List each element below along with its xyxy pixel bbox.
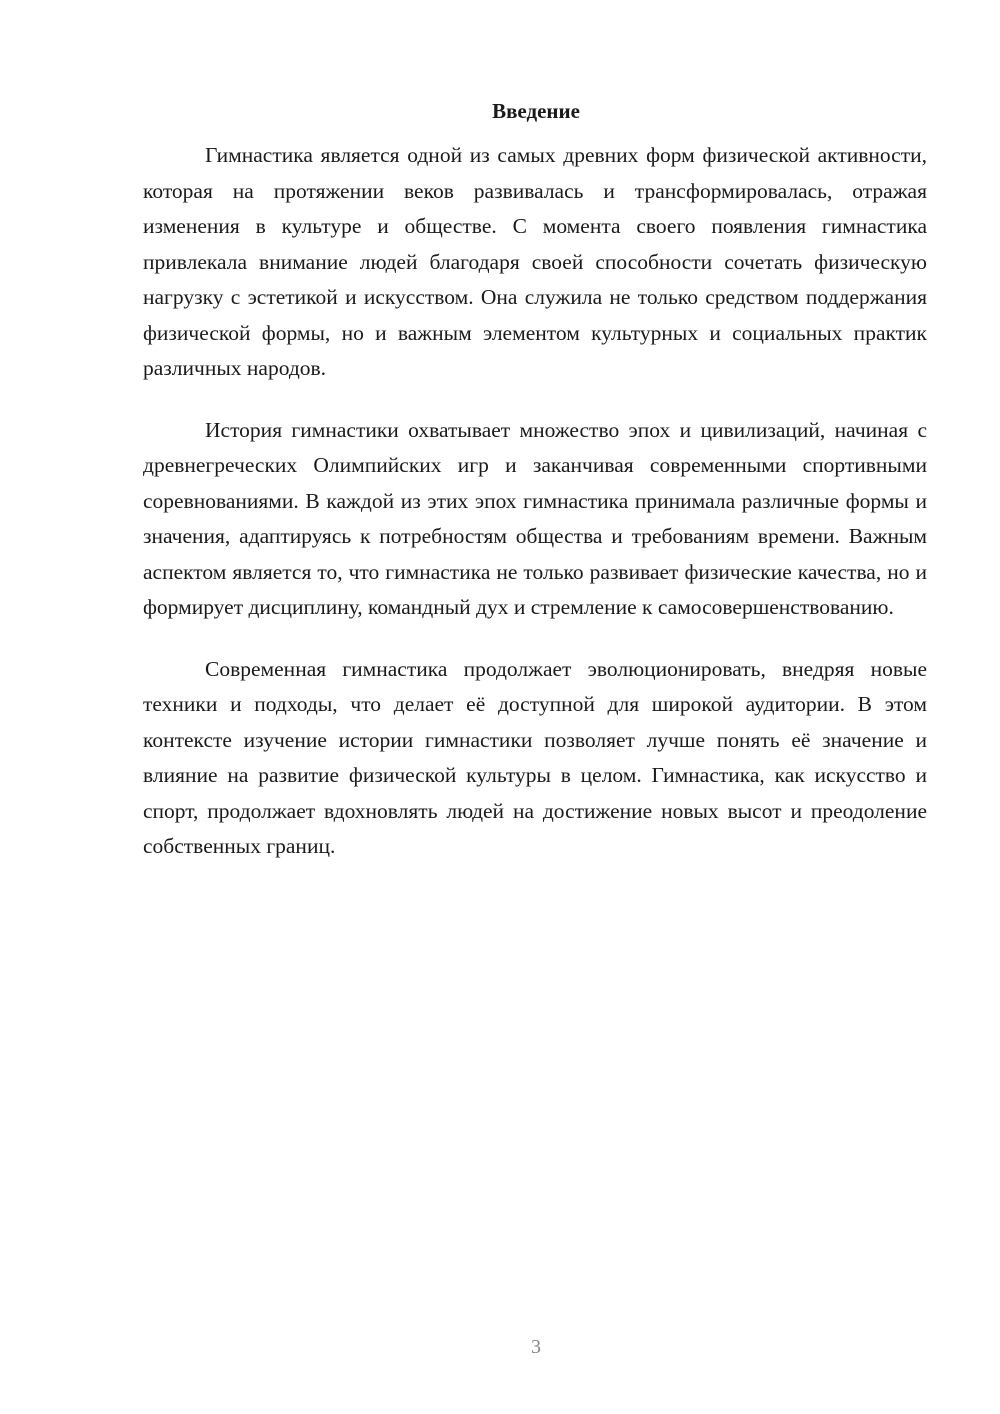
page-number: 3 [531,1336,541,1358]
section-title: Введение [492,99,580,123]
page-content [143,96,927,891]
paragraph-1: Гимнастика является одной из самых древних форм физической активности, которая на протяжении веков развивалась и трансформировалась, отражая изменения в культуре и обществе. С момента своего появления гимнастика привлекала внимание людей благодаря своей способности сочетать физическую нагрузку с эстетикой и искусством. Она служила не только средством поддержания физической формы, но и важным элементом культурных и социальных практик различных народов. [143,143,927,380]
paragraph-3: Современная гимнастика продолжает эволюционировать, внедряя новые техники и подходы, что делает её доступной для широкой аудитории. В этом контексте изучение истории гимнастики позволяет лучше понять её значение и влияние на развитие физической культуры в целом. Гимнастика, как искусство и спорт, продолжает вдохновлять людей на достижение новых высот и преодоление собственных границ. [143,656,927,858]
paragraph-2: История гимнастики охватывает множество эпох и цивилизаций, начиная с древнегреческих Олимпийских игр и заканчивая современными спортивными соревнованиями. В каждой из этих эпох гимнастика принимала различные формы и значения, адаптируясь к потребностям общества и требованиям времени. Важным аспектом является то, что гимнастика не только развивает физические качества, но и формирует дисциплину, командный дух и стремление к самосовершенствованию. [143,417,927,619]
